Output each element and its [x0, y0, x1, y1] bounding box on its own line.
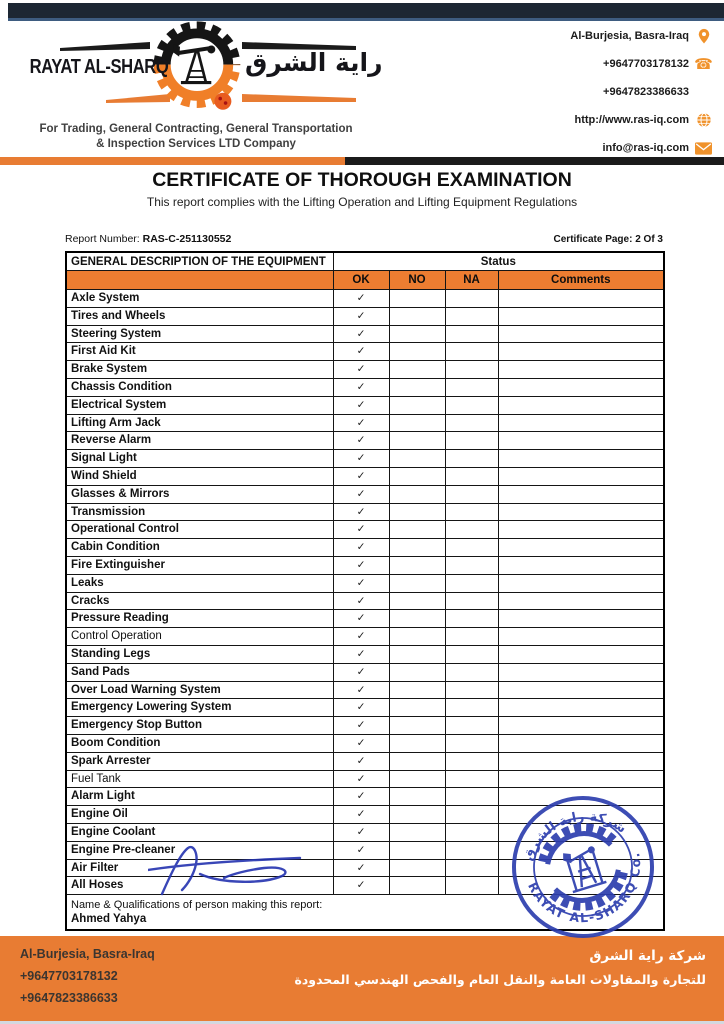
na-cell	[445, 592, 498, 610]
ok-cell: ✓	[333, 681, 389, 699]
equipment-item-label: Steering System	[66, 325, 333, 343]
ok-cell: ✓	[333, 699, 389, 717]
ok-cell: ✓	[333, 770, 389, 788]
certificate-page-info: Certificate Page: 2 Of 3	[553, 234, 663, 245]
na-cell	[445, 396, 498, 414]
no-cell	[389, 681, 445, 699]
equipment-item-label: Pressure Reading	[66, 610, 333, 628]
footer-address: Al-Burjesia, Basra-Iraq	[20, 947, 155, 961]
no-cell	[389, 770, 445, 788]
comments-cell	[498, 574, 664, 592]
no-cell	[389, 699, 445, 717]
equipment-item-label: Reverse Alarm	[66, 432, 333, 450]
comments-cell	[498, 628, 664, 646]
table-row	[66, 396, 664, 414]
certificate-title: CERTIFICATE OF THOROUGH EXAMINATION	[152, 169, 572, 191]
equipment-item-label: Air Filter	[66, 859, 333, 877]
comments-cell	[498, 788, 664, 806]
na-cell	[445, 645, 498, 663]
na-cell	[445, 290, 498, 308]
equipment-item-label: Chassis Condition	[66, 378, 333, 396]
footer-band	[0, 936, 724, 1021]
ok-cell: ✓	[333, 734, 389, 752]
table-row	[66, 450, 664, 468]
comments-cell	[498, 823, 664, 841]
table-row	[66, 645, 664, 663]
na-cell	[445, 361, 498, 379]
comments-cell	[498, 343, 664, 361]
ok-cell: ✓	[333, 325, 389, 343]
na-cell	[445, 717, 498, 735]
table-row	[66, 699, 664, 717]
table-row	[66, 539, 664, 557]
no-cell	[389, 645, 445, 663]
equipment-item-label: Cracks	[66, 592, 333, 610]
comments-cell	[498, 325, 664, 343]
table-row	[66, 361, 664, 379]
na-cell	[445, 343, 498, 361]
table-row	[66, 841, 664, 859]
na-cell	[445, 521, 498, 539]
ok-cell: ✓	[333, 610, 389, 628]
na-cell	[445, 681, 498, 699]
equipment-item-label: Emergency Stop Button	[66, 717, 333, 735]
na-cell	[445, 325, 498, 343]
report-number	[65, 233, 231, 245]
signer-row	[66, 895, 664, 931]
empty-icon-slot	[695, 83, 712, 101]
comments-cell	[498, 361, 664, 379]
ok-cell: ✓	[333, 396, 389, 414]
comments-cell	[498, 770, 664, 788]
phone2-text: +9647823386633	[603, 86, 689, 98]
no-cell	[389, 521, 445, 539]
ok-cell: ✓	[333, 539, 389, 557]
comments-cell	[498, 877, 664, 895]
equipment-item-label: Lifting Arm Jack	[66, 414, 333, 432]
ok-cell: ✓	[333, 361, 389, 379]
footer-phone1: +9647703178132	[20, 969, 118, 983]
table-row	[66, 343, 664, 361]
ok-cell: ✓	[333, 432, 389, 450]
contact-row-phone2	[570, 78, 712, 106]
equipment-item-label: Engine Pre-cleaner	[66, 841, 333, 859]
no-cell	[389, 432, 445, 450]
phone1-text: +9647703178132	[603, 58, 689, 70]
comments-cell	[498, 503, 664, 521]
na-cell	[445, 467, 498, 485]
telephone-icon: ☎	[694, 55, 713, 73]
contact-row-website	[570, 106, 712, 134]
comments-cell	[498, 396, 664, 414]
equipment-item-label: Glasses & Mirrors	[66, 485, 333, 503]
equipment-item-label: Leaks	[66, 574, 333, 592]
footer-phone2: +9647823386633	[20, 991, 118, 1005]
comments-cell	[498, 521, 664, 539]
ok-cell: ✓	[333, 645, 389, 663]
equipment-item-label: Control Operation	[66, 628, 333, 646]
table-row	[66, 556, 664, 574]
comments-cell	[498, 841, 664, 859]
equipment-item-label: Operational Control	[66, 521, 333, 539]
table-row	[66, 681, 664, 699]
no-cell	[389, 361, 445, 379]
no-cell	[389, 717, 445, 735]
equipment-item-label: Transmission	[66, 503, 333, 521]
na-column-header: NA	[445, 271, 498, 290]
equipment-item-label: Fuel Tank	[66, 770, 333, 788]
table-row	[66, 628, 664, 646]
equipment-item-label: Boom Condition	[66, 734, 333, 752]
na-cell	[445, 556, 498, 574]
table-row	[66, 432, 664, 450]
comments-cell	[498, 610, 664, 628]
ok-cell: ✓	[333, 307, 389, 325]
no-cell	[389, 823, 445, 841]
globe-icon	[695, 111, 712, 129]
comments-cell	[498, 485, 664, 503]
equipment-item-label: Engine Coolant	[66, 823, 333, 841]
company-tagline	[20, 122, 372, 152]
divider-bar-orange	[0, 157, 345, 165]
no-cell	[389, 450, 445, 468]
equipment-item-label: Axle System	[66, 290, 333, 308]
inspection-table	[65, 251, 665, 931]
equipment-item-label: Brake System	[66, 361, 333, 379]
no-cell	[389, 290, 445, 308]
table-row	[66, 752, 664, 770]
comments-cell	[498, 717, 664, 735]
equipment-item-label: All Hoses	[66, 877, 333, 895]
na-cell	[445, 841, 498, 859]
signer-name: Ahmed Yahya	[71, 913, 147, 926]
comments-cell	[498, 539, 664, 557]
brand-name-english: RAYAT AL-SHARQ	[29, 56, 169, 78]
no-cell	[389, 485, 445, 503]
table-row	[66, 610, 664, 628]
na-cell	[445, 788, 498, 806]
footer-contact	[20, 943, 155, 1009]
tagline-line2: & Inspection Services LTD Company	[96, 138, 296, 150]
footer-company-arabic	[295, 945, 707, 991]
table-row	[66, 307, 664, 325]
na-cell	[445, 770, 498, 788]
na-cell	[445, 414, 498, 432]
comments-cell	[498, 663, 664, 681]
no-cell	[389, 556, 445, 574]
table-row	[66, 414, 664, 432]
ok-cell: ✓	[333, 521, 389, 539]
address-text: Al-Burjesia, Basra-Iraq	[570, 30, 689, 42]
ok-cell: ✓	[333, 788, 389, 806]
no-cell	[389, 663, 445, 681]
email-text: info@ras-iq.com	[602, 142, 689, 154]
equipment-item-label: Electrical System	[66, 396, 333, 414]
ok-cell: ✓	[333, 450, 389, 468]
envelope-icon	[695, 139, 712, 157]
table-row	[66, 663, 664, 681]
comments-cell	[498, 290, 664, 308]
na-cell	[445, 823, 498, 841]
table-row	[66, 877, 664, 895]
na-cell	[445, 539, 498, 557]
equipment-item-label: Over Load Warning System	[66, 681, 333, 699]
ok-cell: ✓	[333, 717, 389, 735]
ok-cell: ✓	[333, 343, 389, 361]
comments-cell	[498, 432, 664, 450]
comments-cell	[498, 699, 664, 717]
no-cell	[389, 877, 445, 895]
equipment-item-label: Alarm Light	[66, 788, 333, 806]
table-row	[66, 325, 664, 343]
ok-cell: ✓	[333, 503, 389, 521]
ok-cell: ✓	[333, 592, 389, 610]
no-cell	[389, 574, 445, 592]
ok-column-header: OK	[333, 271, 389, 290]
ok-cell: ✓	[333, 556, 389, 574]
na-cell	[445, 432, 498, 450]
comments-cell	[498, 681, 664, 699]
table-row	[66, 734, 664, 752]
na-cell	[445, 503, 498, 521]
table-row	[66, 788, 664, 806]
equipment-item-label: Tires and Wheels	[66, 307, 333, 325]
no-cell	[389, 734, 445, 752]
no-cell	[389, 788, 445, 806]
contact-row-address	[570, 22, 712, 50]
table-body	[66, 290, 664, 895]
certificate-subtitle: This report complies with the Lifting Operation and Lifting Equipment Regulations	[146, 195, 578, 209]
equipment-item-label: Sand Pads	[66, 663, 333, 681]
divider-bar-black	[345, 157, 724, 165]
ok-cell: ✓	[333, 628, 389, 646]
table-row	[66, 859, 664, 877]
comments-cell	[498, 592, 664, 610]
no-cell	[389, 325, 445, 343]
table-row	[66, 770, 664, 788]
no-cell	[389, 503, 445, 521]
equipment-item-label: Wind Shield	[66, 467, 333, 485]
no-cell	[389, 752, 445, 770]
equipment-header-cell: GENERAL DESCRIPTION OF THE EQUIPMENT	[66, 252, 333, 271]
no-cell	[389, 307, 445, 325]
na-cell	[445, 734, 498, 752]
table-row	[66, 467, 664, 485]
table-row	[66, 521, 664, 539]
na-cell	[445, 877, 498, 895]
signer-label: Name & Qualifications of person making this report:	[71, 899, 323, 912]
na-cell	[445, 450, 498, 468]
table-row	[66, 592, 664, 610]
equipment-item-label: Cabin Condition	[66, 539, 333, 557]
no-cell	[389, 467, 445, 485]
status-header-cell: Status	[333, 252, 664, 271]
no-cell	[389, 806, 445, 824]
ok-cell: ✓	[333, 378, 389, 396]
signer-cell	[66, 895, 664, 931]
table-row	[66, 823, 664, 841]
comments-cell	[498, 859, 664, 877]
tagline-line1: For Trading, General Contracting, General Transportation	[39, 123, 353, 135]
no-cell	[389, 414, 445, 432]
na-cell	[445, 699, 498, 717]
header-contact-block	[570, 22, 712, 162]
ok-cell: ✓	[333, 752, 389, 770]
no-cell	[389, 859, 445, 877]
ok-cell: ✓	[333, 485, 389, 503]
no-cell	[389, 343, 445, 361]
no-cell	[389, 841, 445, 859]
stamp-latin-text: RAYAT AL-SHARQ Co.	[525, 850, 644, 926]
na-cell	[445, 806, 498, 824]
ok-cell: ✓	[333, 467, 389, 485]
equipment-item-label: Spark Arrester	[66, 752, 333, 770]
comments-cell	[498, 734, 664, 752]
footer-company-name-ar: شركة راية الشرق	[589, 948, 706, 964]
top-navy-bar	[8, 3, 724, 18]
location-pin-icon	[695, 27, 712, 45]
ok-cell: ✓	[333, 414, 389, 432]
table-row	[66, 574, 664, 592]
na-cell	[445, 663, 498, 681]
comments-column-header: Comments	[498, 271, 664, 290]
comments-cell	[498, 450, 664, 468]
equipment-item-label: Signal Light	[66, 450, 333, 468]
ok-cell: ✓	[333, 841, 389, 859]
comments-cell	[498, 467, 664, 485]
equipment-item-label: Standing Legs	[66, 645, 333, 663]
na-cell	[445, 859, 498, 877]
no-cell	[389, 396, 445, 414]
comments-cell	[498, 378, 664, 396]
na-cell	[445, 485, 498, 503]
na-cell	[445, 752, 498, 770]
status-columns-row	[66, 271, 664, 290]
blank-orange-cell	[66, 271, 333, 290]
footer-company-desc-ar: للتجارة والمقاولات العامة والنقل العام والفحص الهندسي المحدودة	[294, 972, 706, 987]
table-row	[66, 806, 664, 824]
no-cell	[389, 592, 445, 610]
comments-cell	[498, 307, 664, 325]
equipment-item-label: Fire Extinguisher	[66, 556, 333, 574]
comments-cell	[498, 806, 664, 824]
brand-name-arabic: راية الشرق	[245, 48, 383, 77]
table-header-row	[66, 252, 664, 271]
equipment-item-label: First Aid Kit	[66, 343, 333, 361]
report-number-value: RAS-C-251130552	[142, 233, 232, 245]
no-cell	[389, 539, 445, 557]
no-cell	[389, 378, 445, 396]
na-cell	[445, 307, 498, 325]
ok-cell: ✓	[333, 859, 389, 877]
ok-cell: ✓	[333, 823, 389, 841]
report-number-label: Report Number:	[65, 233, 140, 245]
comments-cell	[498, 556, 664, 574]
ok-cell: ✓	[333, 877, 389, 895]
na-cell	[445, 378, 498, 396]
ok-cell: ✓	[333, 574, 389, 592]
table-row	[66, 503, 664, 521]
na-cell	[445, 628, 498, 646]
no-column-header: NO	[389, 271, 445, 290]
ok-cell: ✓	[333, 806, 389, 824]
comments-cell	[498, 414, 664, 432]
equipment-item-label: Emergency Lowering System	[66, 699, 333, 717]
ok-cell: ✓	[333, 663, 389, 681]
website-text: http://www.ras-iq.com	[574, 114, 689, 126]
comments-cell	[498, 752, 664, 770]
table-row	[66, 717, 664, 735]
equipment-item-label: Engine Oil	[66, 806, 333, 824]
na-cell	[445, 610, 498, 628]
table-row	[66, 485, 664, 503]
table-row	[66, 378, 664, 396]
no-cell	[389, 610, 445, 628]
ok-cell: ✓	[333, 290, 389, 308]
comments-cell	[498, 645, 664, 663]
report-meta-row	[65, 233, 663, 245]
company-logo	[20, 20, 383, 160]
contact-row-phone1	[570, 50, 712, 78]
stamp-arabic-text: شركة راية الشرق	[521, 809, 629, 863]
table-row	[66, 290, 664, 308]
no-cell	[389, 628, 445, 646]
na-cell	[445, 574, 498, 592]
